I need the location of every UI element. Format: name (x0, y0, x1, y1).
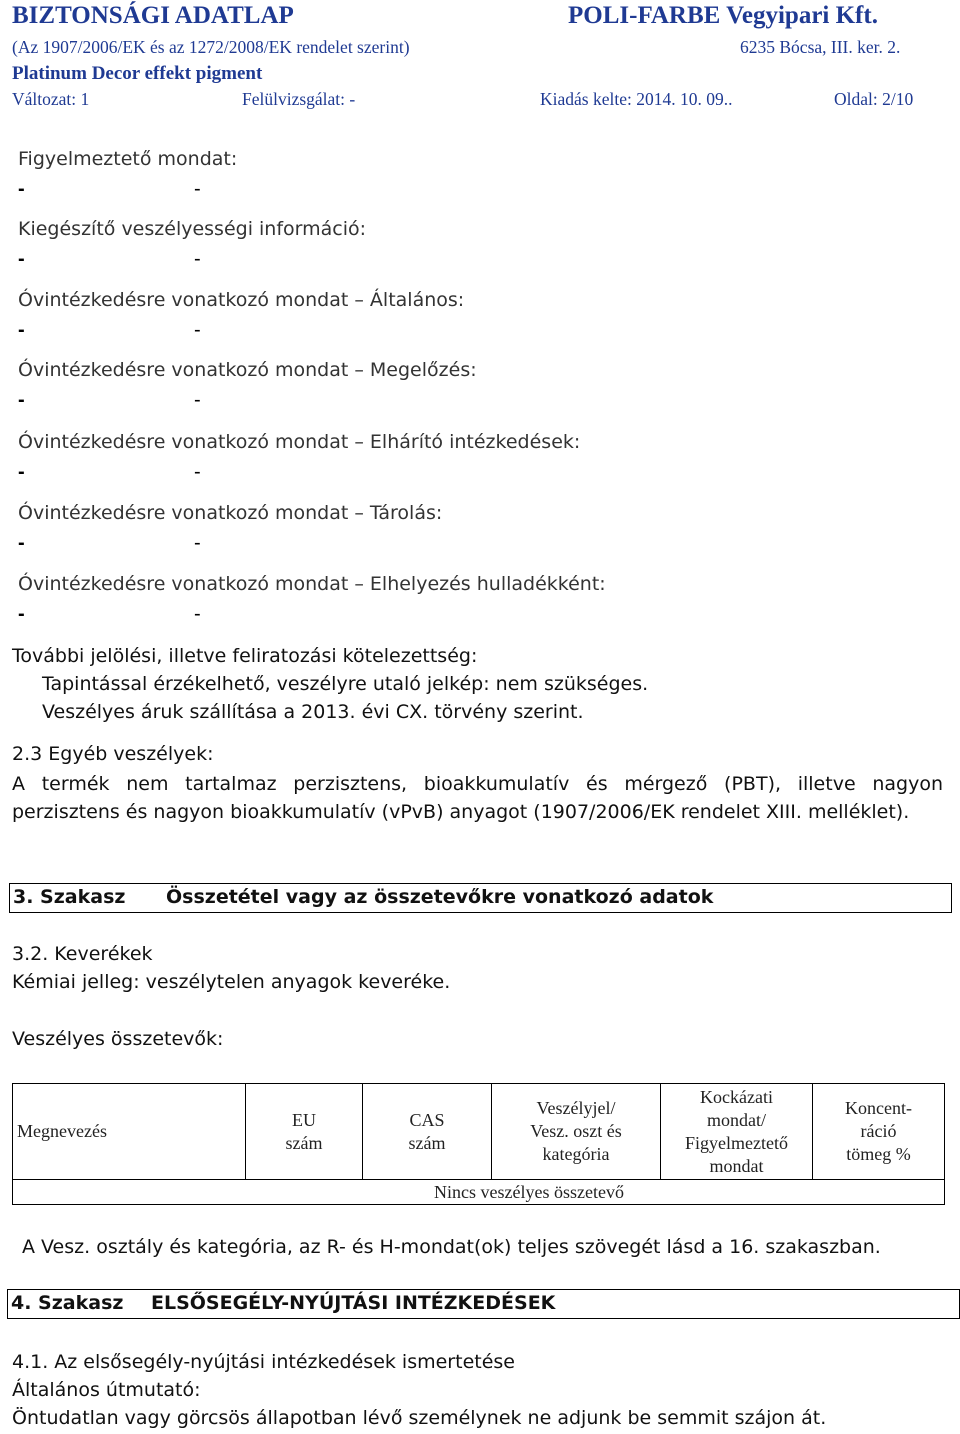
col-hazard-class: Veszélyjel/ Vesz. oszt és kategória (492, 1084, 661, 1180)
product-name: Platinum Decor effekt pigment (12, 63, 263, 84)
statement-dash-right: - (194, 248, 201, 270)
section4-title: ELSŐSEGÉLY-NYÚJTÁSI INTÉZKEDÉSEK (151, 1292, 556, 1314)
col-name: Megnevezés (13, 1084, 246, 1180)
labeling-tactile: Tapintással érzékelhető, veszélyre utaló jelkép: nem szükséges. (42, 673, 649, 695)
statement-dash-left: - (18, 532, 25, 554)
col-risk-phrase: Kockázati mondat/ Figyelmeztető mondat (661, 1084, 813, 1180)
statement-label: Óvintézkedésre vonatkozó mondat – Elhelyezés hulladékként: (18, 573, 606, 595)
section3-bar (9, 883, 952, 913)
hazardous-components-heading: Veszélyes összetevők: (12, 1028, 224, 1050)
statement-dash-left: - (18, 319, 25, 341)
col-concentration: Koncent- ráció tömeg % (813, 1084, 945, 1180)
other-hazards-heading: 2.3 Egyéb veszélyek: (12, 743, 214, 765)
mixtures-heading: 3.2. Keverékek (12, 943, 153, 965)
company-name: POLI-FARBE Vegyipari Kft. (568, 2, 878, 29)
document-title: BIZTONSÁGI ADATLAP (12, 2, 294, 29)
statement-label: Óvintézkedésre vonatkozó mondat – Általános: (18, 289, 465, 311)
table-header-row (13, 1084, 945, 1180)
first-aid-text: Öntudatlan vagy görcsös állapotban lévő személynek ne adjunk be semmit szájon át. (12, 1407, 827, 1429)
statement-dash-left: - (18, 389, 25, 411)
version: Változat: 1 (12, 89, 90, 109)
statement-dash-left: - (18, 178, 25, 200)
regulation-reference: (Az 1907/2006/EK és az 1272/2008/EK rendelet szerint) (12, 37, 410, 57)
first-aid-description-heading: 4.1. Az elsősegély-nyújtási intézkedések ismertetése (12, 1351, 515, 1373)
labeling-heading: További jelölési, illetve feliratozási kötelezettség: (12, 645, 478, 667)
statement-label: Figyelmeztető mondat: (18, 148, 238, 170)
col-eu-number: EU szám (246, 1084, 363, 1180)
other-hazards-text: A termék nem tartalmaz perzisztens, bioakkumulatív és mérgező (PBT), illetve nagyon perzisztens és nagyon bioakkumulatív (vPvB) anyagot (1907/2006/EK rendelet XIII. melléklet). (12, 773, 943, 823)
company-address: 6235 Bócsa, III. ker. 2. (740, 37, 901, 57)
section3-title: Összetétel vagy az összetevőkre vonatkozó adatok (166, 886, 714, 908)
statement-dash-right: - (194, 532, 201, 554)
statement-label: Kiegészítő veszélyességi információ: (18, 218, 367, 240)
issue-date: Kiadás kelte: 2014. 10. 09.. (540, 89, 733, 109)
statement-label: Óvintézkedésre vonatkozó mondat – Tárolás: (18, 502, 443, 524)
section4-number: 4. Szakasz (11, 1292, 124, 1314)
table-row (13, 1180, 945, 1205)
components-table (12, 1083, 945, 1205)
statement-dash-right: - (194, 389, 201, 411)
statement-dash-left: - (18, 461, 25, 483)
chemical-nature: Kémiai jelleg: veszélytelen anyagok keveréke. (12, 971, 451, 993)
statement-dash-right: - (194, 178, 201, 200)
section4-bar (7, 1289, 960, 1319)
statement-dash-right: - (194, 319, 201, 341)
statement-dash-left: - (18, 248, 25, 270)
page-number: Oldal: 2/10 (834, 89, 914, 109)
section3-number: 3. Szakasz (13, 886, 126, 908)
statement-dash-right: - (194, 603, 201, 625)
statement-dash-right: - (194, 461, 201, 483)
hazard-class-note: A Vesz. osztály és kategória, az R- és H-mondat(ok) teljes szövegét lásd a 16. szakaszban. (22, 1236, 881, 1258)
revision: Felülvizsgálat: - (242, 89, 356, 109)
no-hazardous-components: Nincs veszélyes összetevő (246, 1180, 813, 1205)
statement-dash-left: - (18, 603, 25, 625)
statement-label: Óvintézkedésre vonatkozó mondat – Megelőzés: (18, 359, 477, 381)
col-cas-number: CAS szám (363, 1084, 492, 1180)
labeling-transport: Veszélyes áruk szállítása a 2013. évi CX. törvény szerint. (42, 701, 584, 723)
statement-label: Óvintézkedésre vonatkozó mondat – Elhárító intézkedések: (18, 431, 581, 453)
general-guidance: Általános útmutató: (12, 1379, 201, 1401)
